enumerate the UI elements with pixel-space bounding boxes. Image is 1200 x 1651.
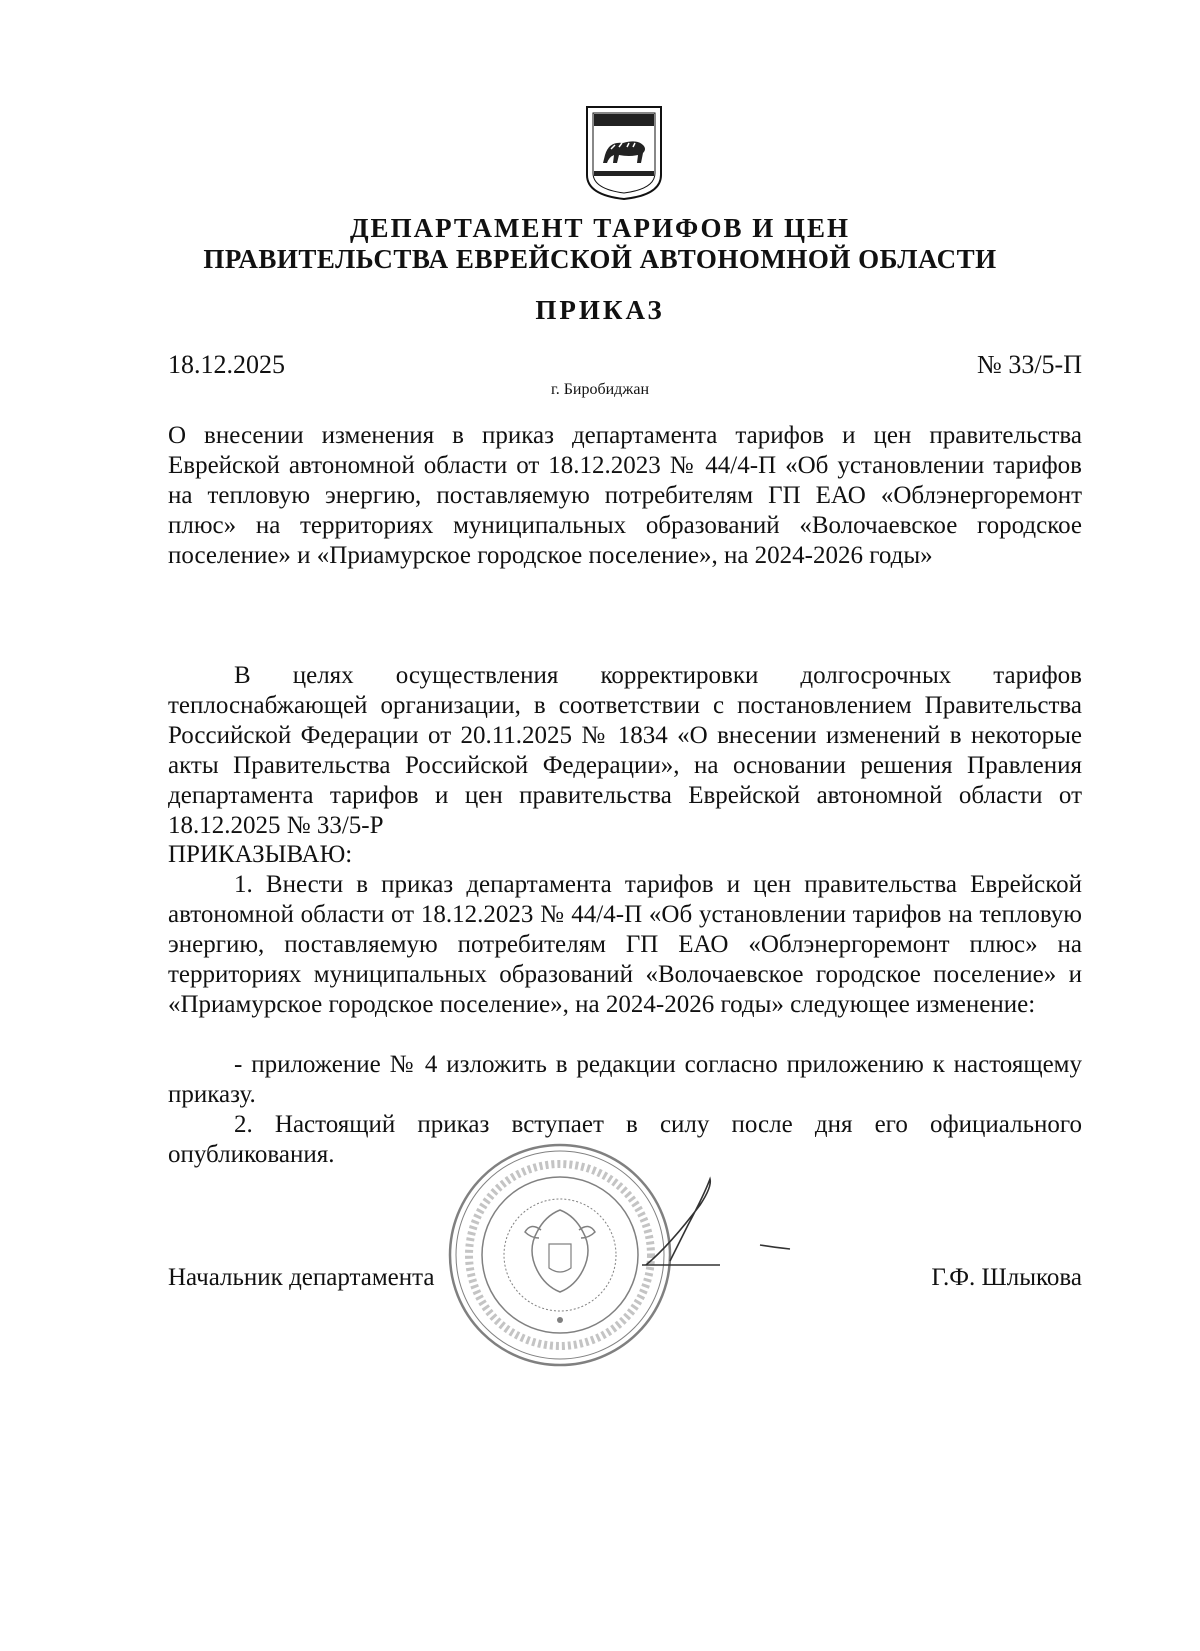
order-item-1-subpoint: - приложение № 4 изложить в редакции согласно приложению к настоящему приказу. [168,1051,1082,1108]
department-name-line1: ДЕПАРТАМЕНТ ТАРИФОВ И ЦЕН [349,213,851,243]
preamble-paragraph: В целях осуществления корректировки долгосрочных тарифов теплоснабжающей организации, в соответствии с постановлением Правительства Российской Федерации от 20.11.2025 № 1834 «О внесении изменений в некоторые акты Правительства Российской Федерации», на основании решения Правления департамента тарифов и цен правительства Еврейской автономной области от 18.12.2025 № 33/5-Р [168,662,1082,839]
order-keyword: ПРИКАЗЫВАЮ: [168,841,353,868]
document-city: г. Биробиджан [550,381,650,398]
handwritten-signature-icon [640,1165,880,1295]
document-subject: О внесении изменения в приказ департамента тарифов и цен правительства Еврейской автономной области от 18.12.2023 № 44/4-П «Об установлении тарифов на тепловую энергию, поставляемую потребителям ГП ЕАО «Облэнергоремонт плюс» на территориях муниципальных образований «Волочаевское городское поселение» и «Приамурское городское поселение», на 2024-2026 годы» [168,422,1082,569]
signer-position: Начальник департамента [168,1264,435,1291]
signer-name: Г.Ф. Шлыкова [931,1264,1082,1291]
document-number: № 33/5-П [977,350,1082,379]
document-date: 18.12.2025 [168,350,285,379]
department-name-line2: ПРАВИТЕЛЬСТВА ЕВРЕЙСКОЙ АВТОНОМНОЙ ОБЛАСТИ [203,244,997,274]
coat-of-arms-icon [585,105,663,201]
order-item-1: 1. Внести в приказ департамента тарифов и цен правительства Еврейской автономной области от 18.12.2023 № 44/4-П «Об установлении тарифов на тепловую энергию, поставляемую потребителям ГП ЕАО «Облэнергоремонт плюс» на территориях муниципальных образований «Волочаевское городское поселение» и «Приамурское городское поселение», на 2024-2026 годы» следующее изменение: [168,871,1082,1018]
order-item-2: 2. Настоящий приказ вступает в силу после дня его официального опубликования. [168,1111,1082,1168]
document-type: ПРИКАЗ [535,295,665,325]
